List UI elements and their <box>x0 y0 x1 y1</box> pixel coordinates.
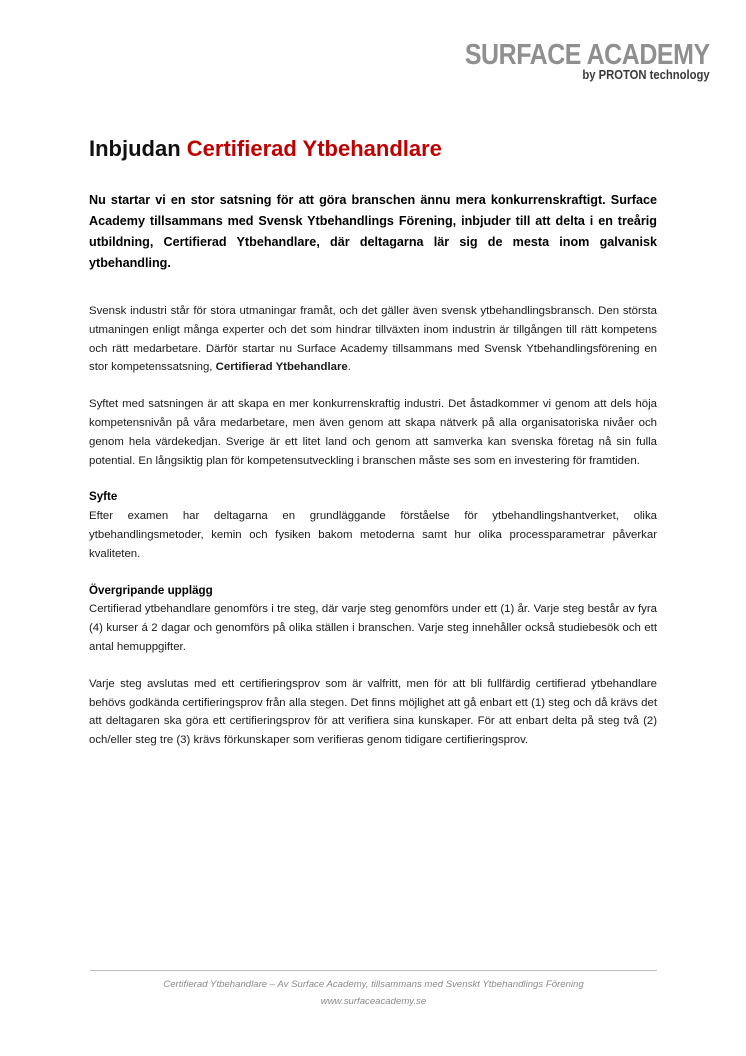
upplagg-paragraph: Certifierad ytbehandlare genomförs i tre steg, där varje steg genomförs under ett (1) år. Varje steg består av fyra (4) kurser á 2 dagar och genomförs på olika ställen i branschen. Varje steg innehåller också studiebesök och ett antal hemuppgifter. <box>89 603 657 653</box>
footer-text: Certifierad Ytbehandlare – Av Surface Academy, tillsammans med Svenskt Ytbehandlings Förening <box>163 979 584 990</box>
title-prefix: Inbjudan <box>89 136 181 161</box>
syfte-paragraph: Efter examen har deltagarna en grundläggande förståelse för ytbehandlingshantverket, olika ytbehandlingsmetoder, kemin och fysiken bakom metoderna samt hur olika processparametrar påverkar kvaliteten. <box>89 510 657 560</box>
document-body <box>89 190 657 750</box>
intro-text: Svensk industri står för stora utmaningar framåt, och det gäller även svensk ytbehandlingsbransch. Den största utmaningen enligt många experter och det som hindrar tillväxten inom industrin är tillgången till rätt kompetens och rätt medarbetare. Därför startar nu Surface Academy tillsammans med Svensk Ytbehandlingsförening en stor kompetenssatsning, <box>89 305 657 374</box>
intro-bold: Certifierad Ytbehandlare <box>215 361 348 374</box>
purpose-paragraph: Syftet med satsningen är att skapa en mer konkurrenskraftig industri. Det åstadkommer vi genom att dels höja kompetensnivån på våra medarbetare, men även genom att skapa nätverk på alla organisatoriska nivåer och genom hela värdekedjan. Sverige är ett litet land och genom att samverka kan svenska företag nå sin fulla potential. En långsiktig plan för kompetensutveckling i branschen måste ses som en investering för framtiden. <box>89 398 657 467</box>
lead-paragraph: Nu startar vi en stor satsning för att göra branschen ännu mera konkurrenskraftigt. Surface Academy tillsammans med Svensk Ytbehandlings Förening, inbjuder till att delta i en treårig utbildning, Certifierad Ytbehandlare, där deltagarna lär sig de mesta inom galvanisk ytbehandling. <box>89 193 657 270</box>
surface-academy-logo <box>425 40 710 82</box>
intro-end: . <box>347 361 351 374</box>
footer-website: www.surfaceacademy.se <box>320 996 427 1007</box>
logo-wordmark: SURFACE ACADEMY <box>465 39 710 71</box>
intro-paragraph <box>89 302 657 377</box>
certification-paragraph: Varje steg avslutas med ett certifieringsprov som är valfritt, men för att bli fullfärdig certifierad ytbehandlare behövs godkända certifieringsprov från alla stegen. Det finns möjlighet att gå enbart ett (1) steg och då krävs det att deltagaren ska göra ett certifieringsprov för att verifiera sina kunskaper. För att enbart delta på steg två (2) och/eller steg tre (3) krävs förkunskaper som verifieras genom tidigare certifieringsprov. <box>89 677 657 747</box>
page-title <box>89 136 442 162</box>
section-heading-upplagg: Övergripande upplägg <box>89 583 213 597</box>
footer-divider <box>90 970 657 971</box>
logo-tagline: by PROTON technology <box>582 68 710 82</box>
page-footer <box>90 976 657 1010</box>
title-accent: Certifierad Ytbehandlare <box>186 136 442 161</box>
section-heading-syfte: Syfte <box>89 490 118 504</box>
